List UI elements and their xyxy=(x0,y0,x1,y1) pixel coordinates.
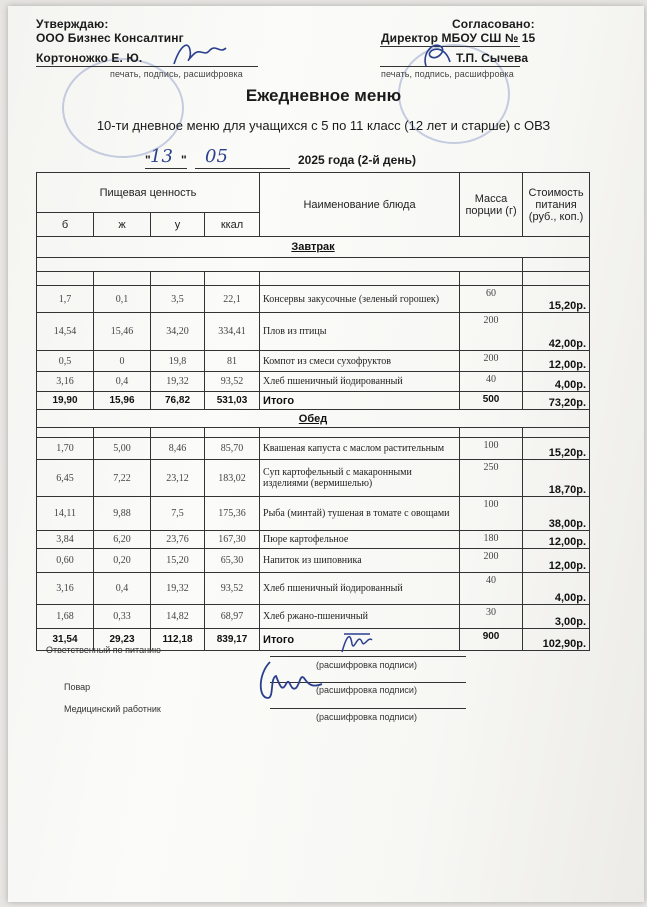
header-b: б xyxy=(37,213,94,237)
cell-kcal: 334,41 xyxy=(205,313,260,351)
sig-role-cook: Повар xyxy=(64,682,91,692)
sig-role-medic: Медицинский работник xyxy=(64,704,161,714)
agree-caption: печать, подпись, расшифровка xyxy=(381,69,514,79)
cell-zh: 0 xyxy=(94,351,151,372)
cell-u: 34,20 xyxy=(151,313,205,351)
total-label: Итого xyxy=(260,392,460,410)
cell-price: 12,00р. xyxy=(523,549,590,573)
cell-zh: 15,46 xyxy=(94,313,151,351)
header-u: у xyxy=(151,213,205,237)
table-row xyxy=(37,372,590,392)
cell-mass: 40 xyxy=(460,372,523,392)
header-dish: Наименование блюда xyxy=(260,173,460,237)
table-row xyxy=(37,549,590,573)
cell-dish: Квашеная капуста с маслом растительным xyxy=(260,438,460,460)
cell-mass: 250 xyxy=(460,460,523,497)
date-close-quote: " xyxy=(181,153,187,167)
cell-kcal: 93,52 xyxy=(205,573,260,605)
table-row xyxy=(37,313,590,351)
total-zh: 15,96 xyxy=(94,392,151,410)
signature-approve xyxy=(170,36,230,70)
table-row xyxy=(37,497,590,531)
total-zh: 29,23 xyxy=(94,629,151,651)
cell-zh: 0,1 xyxy=(94,286,151,313)
cell-zh: 0,4 xyxy=(94,372,151,392)
cell-price: 18,70р. xyxy=(523,460,590,497)
cell-b: 1,70 xyxy=(37,438,94,460)
total-label: Итого xyxy=(260,629,460,651)
approve-caption: печать, подпись, расшифровка xyxy=(110,69,243,79)
total-b: 19,90 xyxy=(37,392,94,410)
section-breakfast: Завтрак xyxy=(37,237,590,258)
cell-kcal: 68,97 xyxy=(205,605,260,629)
cell-dish: Хлеб пшеничный йодированный xyxy=(260,372,460,392)
total-price: 73,20р. xyxy=(523,392,590,410)
cell-dish: Рыба (минтай) тушеная в томате с овощами xyxy=(260,497,460,531)
header-mass: Масса порции (г) xyxy=(460,173,523,237)
total-kcal: 839,17 xyxy=(205,629,260,651)
cell-price: 12,00р. xyxy=(523,351,590,372)
sig-caption-medic: (расшифровка подписи) xyxy=(316,712,417,722)
cell-price: 15,20р. xyxy=(523,286,590,313)
cell-kcal: 22,1 xyxy=(205,286,260,313)
cell-b: 0,60 xyxy=(37,549,94,573)
date-open-quote: " xyxy=(145,153,151,167)
header-kcal: ккал xyxy=(205,213,260,237)
table-row xyxy=(37,460,590,497)
cell-mass: 30 xyxy=(460,605,523,629)
cell-b: 3,16 xyxy=(37,573,94,605)
date-day-line xyxy=(145,168,187,169)
agree-label: Согласовано: xyxy=(452,17,535,31)
cell-kcal: 65,30 xyxy=(205,549,260,573)
table-row xyxy=(37,438,590,460)
cell-mass: 100 xyxy=(460,497,523,531)
menu-table xyxy=(36,172,590,651)
header-zh: ж xyxy=(94,213,151,237)
signature-cook xyxy=(256,654,326,704)
total-mass: 900 xyxy=(460,629,523,651)
table-row xyxy=(37,286,590,313)
cell-kcal: 81 xyxy=(205,351,260,372)
cell-b: 14,11 xyxy=(37,497,94,531)
cell-kcal: 85,70 xyxy=(205,438,260,460)
page-title: Ежедневное меню xyxy=(245,86,402,105)
cell-mass: 200 xyxy=(460,351,523,372)
header-price: Стоимость питания (руб., коп.) xyxy=(523,173,590,237)
header-nutrition: Пищевая ценность xyxy=(37,173,260,213)
cell-u: 19,32 xyxy=(151,372,205,392)
approve-org: ООО Бизнес Консалтинг xyxy=(36,31,184,45)
total-price: 102,90р. xyxy=(523,629,590,651)
sig-line-medic xyxy=(270,708,466,709)
cell-b: 0,5 xyxy=(37,351,94,372)
cell-kcal: 175,36 xyxy=(205,497,260,531)
cell-zh: 7,22 xyxy=(94,460,151,497)
cell-zh: 5,00 xyxy=(94,438,151,460)
total-row-breakfast xyxy=(37,392,590,410)
cell-mass: 180 xyxy=(460,531,523,549)
cell-price: 38,00р. xyxy=(523,497,590,531)
sig-caption-nutrition: (расшифровка подписи) xyxy=(316,660,417,670)
cell-price: 15,20р. xyxy=(523,438,590,460)
cell-u: 3,5 xyxy=(151,286,205,313)
cell-b: 3,16 xyxy=(37,372,94,392)
total-b: 31,54 xyxy=(37,629,94,651)
cell-dish: Компот из смеси сухофруктов xyxy=(260,351,460,372)
cell-mass: 200 xyxy=(460,313,523,351)
sig-caption-cook: (расшифровка подписи) xyxy=(316,685,417,695)
spacer-row xyxy=(37,258,590,272)
table-row xyxy=(37,605,590,629)
cell-mass: 100 xyxy=(460,438,523,460)
cell-dish: Суп картофельный с макаронными изделиями (вермишелью) xyxy=(260,460,460,497)
cell-b: 1,7 xyxy=(37,286,94,313)
cell-zh: 9,88 xyxy=(94,497,151,531)
cell-dish: Хлеб пшеничный йодированный xyxy=(260,573,460,605)
cell-price: 42,00р. xyxy=(523,313,590,351)
spacer-row xyxy=(37,428,590,438)
cell-zh: 0,33 xyxy=(94,605,151,629)
agree-person: Т.П. Сычева xyxy=(456,51,529,65)
approve-label: Утверждаю: xyxy=(36,17,109,31)
cell-dish: Напиток из шиповника xyxy=(260,549,460,573)
cell-kcal: 93,52 xyxy=(205,372,260,392)
cell-mass: 60 xyxy=(460,286,523,313)
cell-dish: Пюре картофельное xyxy=(260,531,460,549)
date-month: 05 xyxy=(205,146,228,167)
cell-dish: Плов из птицы xyxy=(260,313,460,351)
date-month-line xyxy=(195,168,290,169)
table-row xyxy=(37,573,590,605)
cell-u: 8,46 xyxy=(151,438,205,460)
cell-b: 1,68 xyxy=(37,605,94,629)
cell-u: 15,20 xyxy=(151,549,205,573)
cell-u: 19,32 xyxy=(151,573,205,605)
total-mass: 500 xyxy=(460,392,523,410)
cell-u: 19,8 xyxy=(151,351,205,372)
cell-dish: Консервы закусочные (зеленый горошек) xyxy=(260,286,460,313)
total-u: 112,18 xyxy=(151,629,205,651)
cell-zh: 6,20 xyxy=(94,531,151,549)
cell-price: 12,00р. xyxy=(523,531,590,549)
total-kcal: 531,03 xyxy=(205,392,260,410)
cell-u: 23,12 xyxy=(151,460,205,497)
cell-u: 7,5 xyxy=(151,497,205,531)
signature-nutrition xyxy=(336,626,376,656)
cell-b: 14,54 xyxy=(37,313,94,351)
page-subtitle: 10-ти дневное меню для учащихся с 5 по 11 класс (12 лет и старше) с ОВЗ xyxy=(96,118,551,133)
cell-kcal: 167,30 xyxy=(205,531,260,549)
agree-position: Директор МБОУ СШ № 15 xyxy=(381,31,536,45)
cell-price: 4,00р. xyxy=(523,372,590,392)
cell-kcal: 183,02 xyxy=(205,460,260,497)
cell-u: 23,76 xyxy=(151,531,205,549)
cell-u: 14,82 xyxy=(151,605,205,629)
approve-person: Кортоножко Е. Ю. xyxy=(36,51,143,65)
sig-role-nutrition: Ответственный по питанию xyxy=(46,645,161,655)
table-row xyxy=(37,531,590,549)
signature-agree xyxy=(418,36,458,72)
spacer-row xyxy=(37,272,590,286)
cell-b: 6,45 xyxy=(37,460,94,497)
cell-zh: 0,4 xyxy=(94,573,151,605)
date-day: 13 xyxy=(150,146,173,167)
table-row xyxy=(37,351,590,372)
section-lunch: Обед xyxy=(37,410,590,428)
cell-b: 3,84 xyxy=(37,531,94,549)
cell-zh: 0,20 xyxy=(94,549,151,573)
cell-price: 4,00р. xyxy=(523,573,590,605)
cell-price: 3,00р. xyxy=(523,605,590,629)
total-u: 76,82 xyxy=(151,392,205,410)
cell-dish: Хлеб ржано-пшеничный xyxy=(260,605,460,629)
cell-mass: 40 xyxy=(460,573,523,605)
date-suffix: 2025 года (2-й день) xyxy=(298,153,416,167)
cell-mass: 200 xyxy=(460,549,523,573)
